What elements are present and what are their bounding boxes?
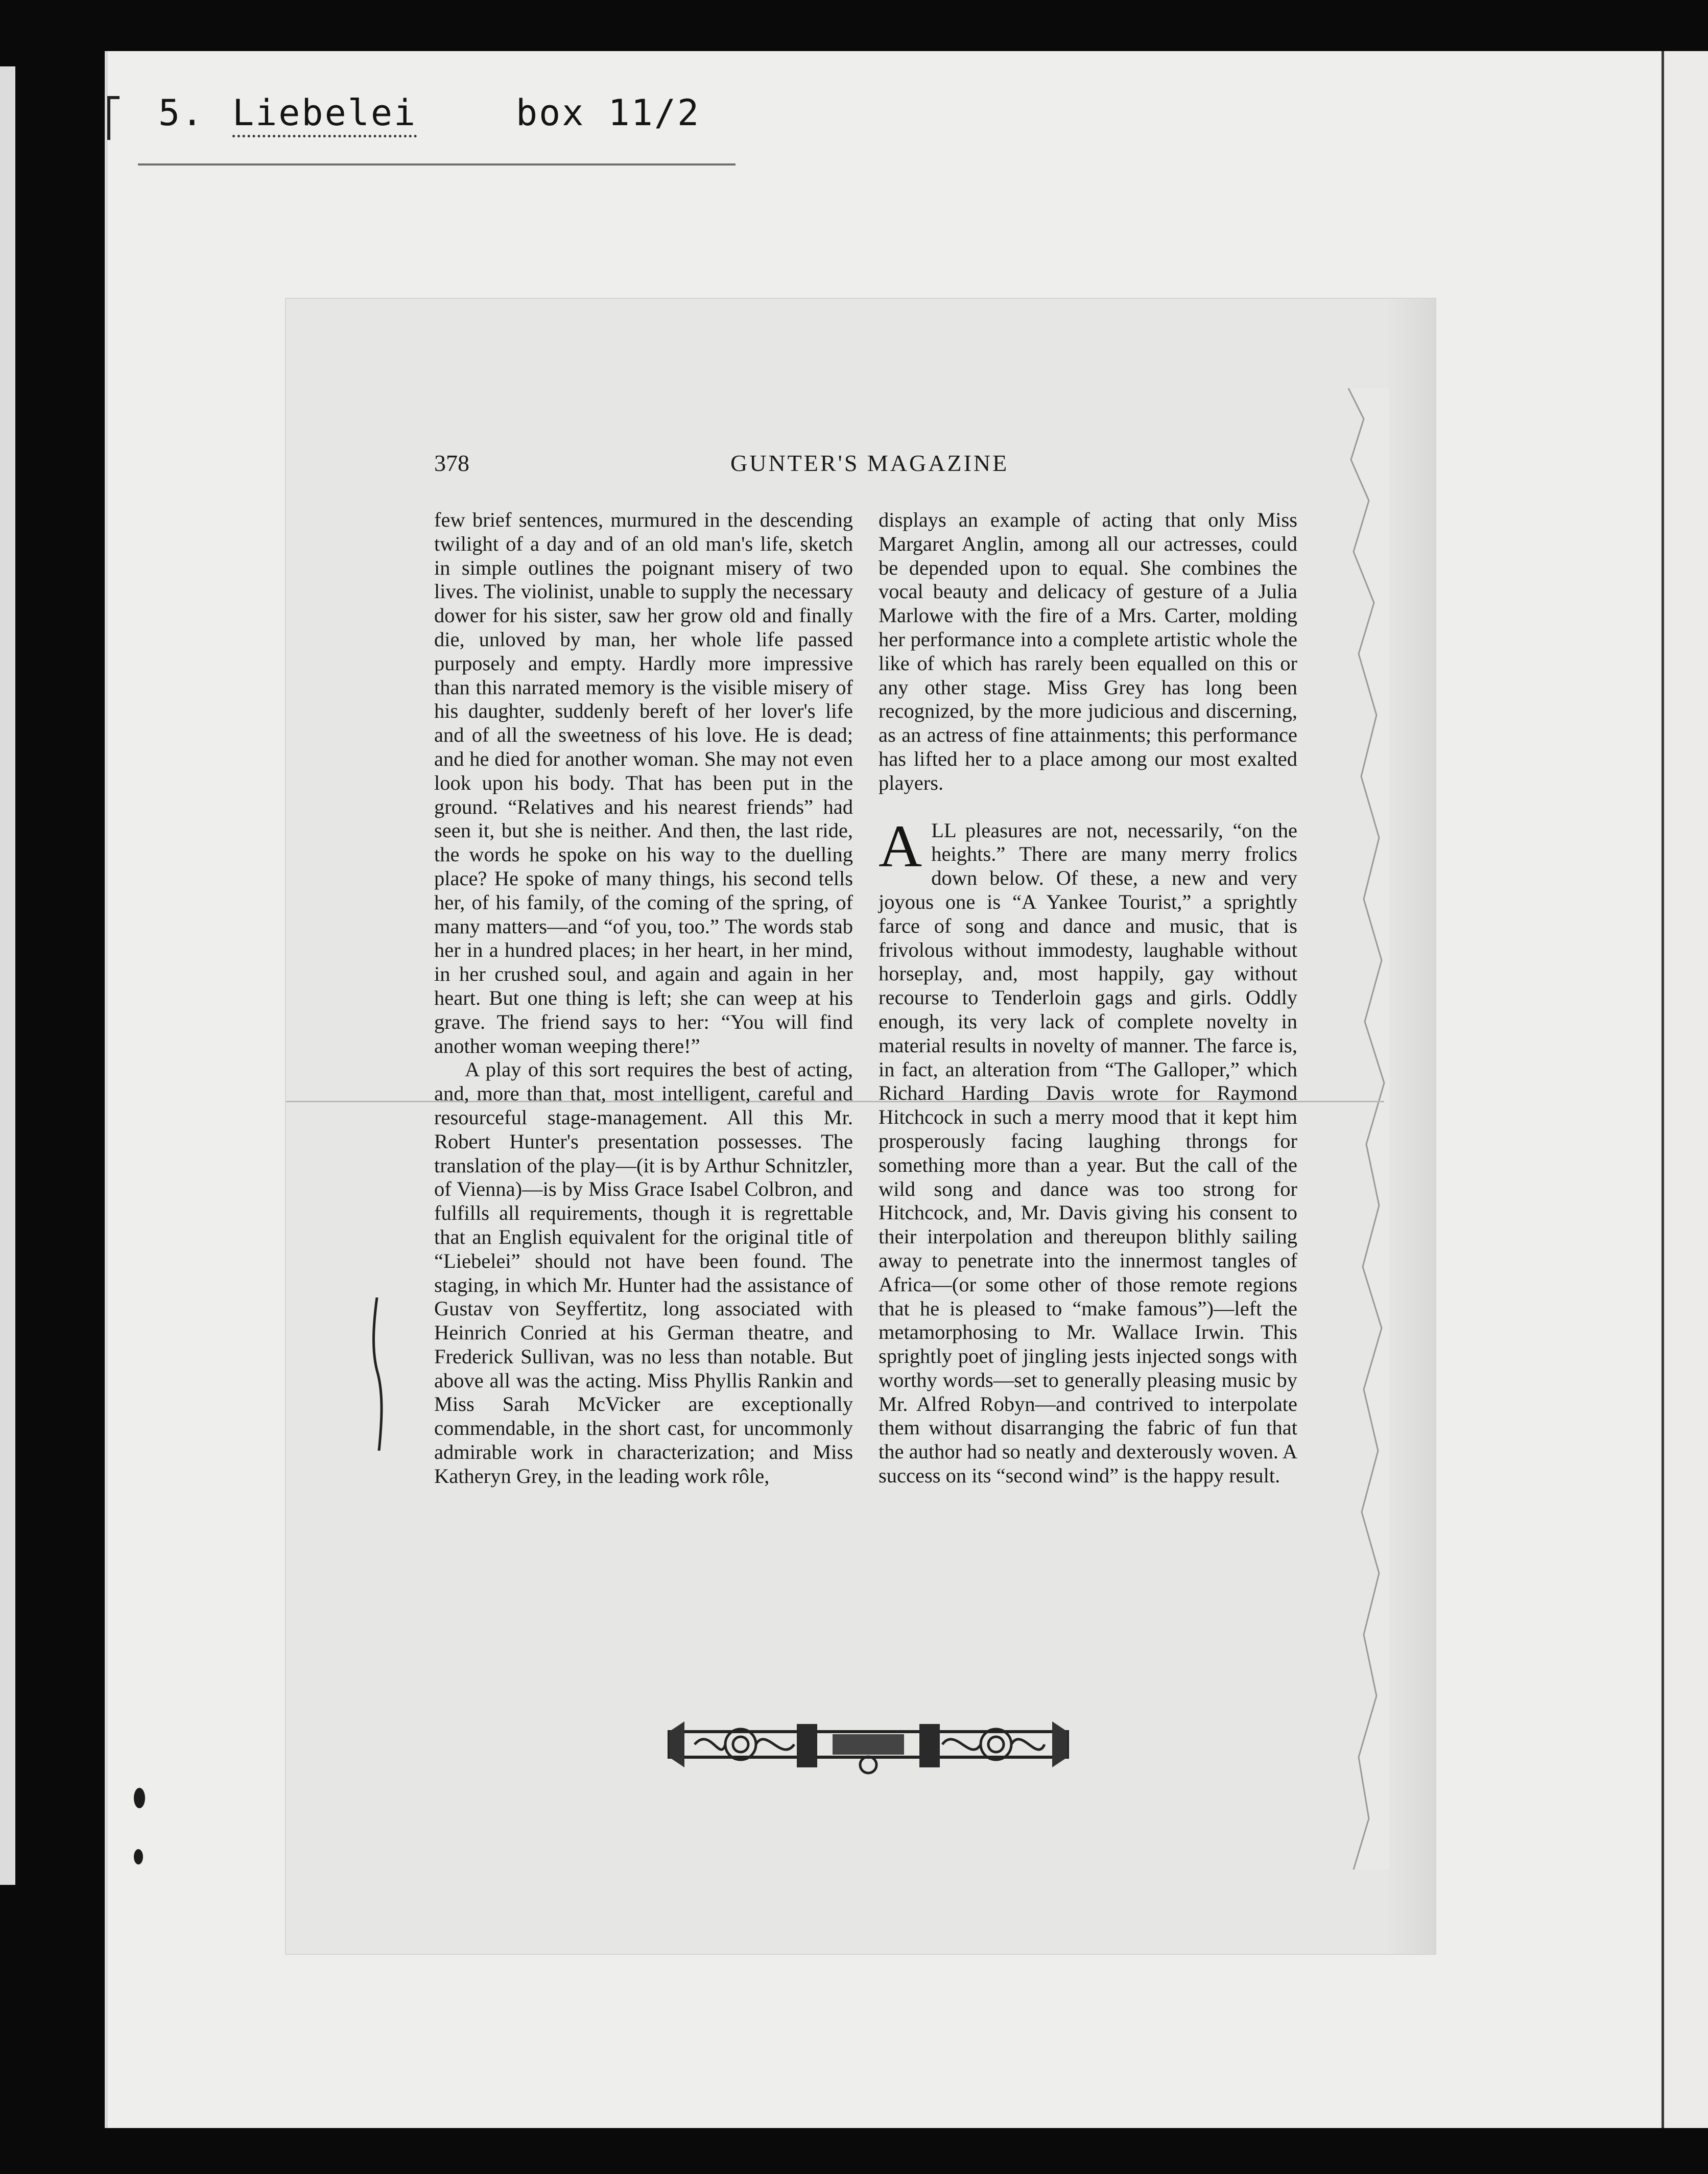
floral-ornament-icon <box>664 1716 1073 1778</box>
left-film-strip <box>0 66 15 1885</box>
label-title: Liebelei <box>232 92 417 137</box>
drop-cap: A <box>879 812 922 880</box>
label-underline <box>138 163 736 166</box>
label-bracket-mark <box>107 96 120 140</box>
right-text-column <box>879 508 1297 1488</box>
page-number: 378 <box>434 450 469 476</box>
paragraph: A play of this sort requires the best of acting, and, more than that, most intelligent, careful and resourceful stage-management. All this Mr. Robert Hunter's presentation possesses. The translation of the play—(it is by Arthur Schnitzler, of Vienna)—is by Miss Grace Isabel Colbron, and fulfills all requirements, though it is regrettable that an English equivalent for the original title of “Liebelei” should not have been found. The staging, in which Mr. Hunter had the assistance of Gustav von Seyffertitz, long associated with Heinrich Conried at his German theatre, and Frederick Sullivan, was no less than notable. But above all was the acting. Miss Phyllis Rankin and Miss Sarah McVicker are exceptionally commendable, in the short cast, for uncommonly admirable work in characterization; and Miss Katheryn Grey, in the leading work rôle, <box>434 1058 853 1487</box>
margin-pencil-mark-icon <box>368 1297 388 1451</box>
mount-right-edge <box>1660 51 1708 2128</box>
torn-paper-edge <box>1328 388 1389 1870</box>
paragraph: displays an example of acting that only Miss Margaret Anglin, among all our actresses, could be depended upon to equal. She combines the vocal beauty and delicacy of gesture of a Julia Marlowe with the fire of a Mrs. Carter, molding her performance into a complete artistic whole the like of which has rarely been equalled on this or any other stage. Miss Grey has long been recognized, by the more judicious and discerning, as an actress of fine attainments; this performance has lifted her to a place among our most exalted players. <box>879 508 1297 794</box>
archive-label <box>0 0 701 168</box>
paragraph <box>879 812 1297 1488</box>
magazine-title: GUNTER'S MAGAZINE <box>730 450 1009 476</box>
running-head <box>434 450 1297 480</box>
film-speck <box>134 1849 143 1864</box>
left-text-column <box>434 508 853 1488</box>
film-speck <box>134 1788 145 1808</box>
label-number: 5. <box>158 92 205 134</box>
label-box: box 11/2 <box>516 92 701 134</box>
paragraph-text: LL pleasures are not, necessarily, “on the heights.” There are many merry frolics down below. Of these, a new and very joyous one is “A Yankee Tourist,” a sprightly farce of song and dance and music, that is frivolous without immodesty, laughable without horseplay, and, most happily, gay without recourse to Tenderloin gags and girls. Oddly enough, its very lack of complete novelty in material results in novelty of manner. The farce is, in fact, an alteration from “The Galloper,” which Richard Harding Davis wrote for Raymond Hitchcock in such a merry mood that it kept him prosperously facing laughing throngs for something more than a year. But the call of the wild song and dance was too strong for Hitchcock, and, Mr. Davis giving his consent to their interpolation and thereupon blithly sailing away to penetrate into the innermost tangles of Africa—(or some other of those remote regions that he is pleased to “make famous”)—left the metamorphosing to Mr. Wallace Irwin. This sprightly poet of jingling jests injected songs with worthy words—set to generally pleasing music by Mr. Alfred Robyn—and contrived to interpolate them without disarranging the fabric of fun that the author had so neatly and dexterously woven. A success on its “second wind” is the happy result. <box>879 818 1297 1487</box>
paragraph: few brief sentences, murmured in the descending twilight of a day and of an old man's life, sketch in simple outlines the poignant misery of two lives. The violinist, unable to supply the necessary dower for his sister, saw her grow old and finally die, unloved by man, her whole life passed purposely and empty. Hardly more impressive than this narrated memory is the visible misery of his daughter, suddenly bereft of her lover's life and of all the sweetness of his love. He is dead; and he died for another woman. She may not even look upon his body. That has been put in the ground. “Relatives and his nearest friends” had seen it, but she is neither. And then, the last ride, the words he spoke on his way to the duelling place? He spoke of many things, his second tells her, of his family, of the coming of the spring, of many matters—and “of you, too.” The words stab her in a hundred places; in her heart, in her mind, in her crushed soul, and again and again in her heart. But one thing is left; she can weep at his grave. The friend says to her: “You will find another woman weeping there!” <box>434 508 853 1057</box>
